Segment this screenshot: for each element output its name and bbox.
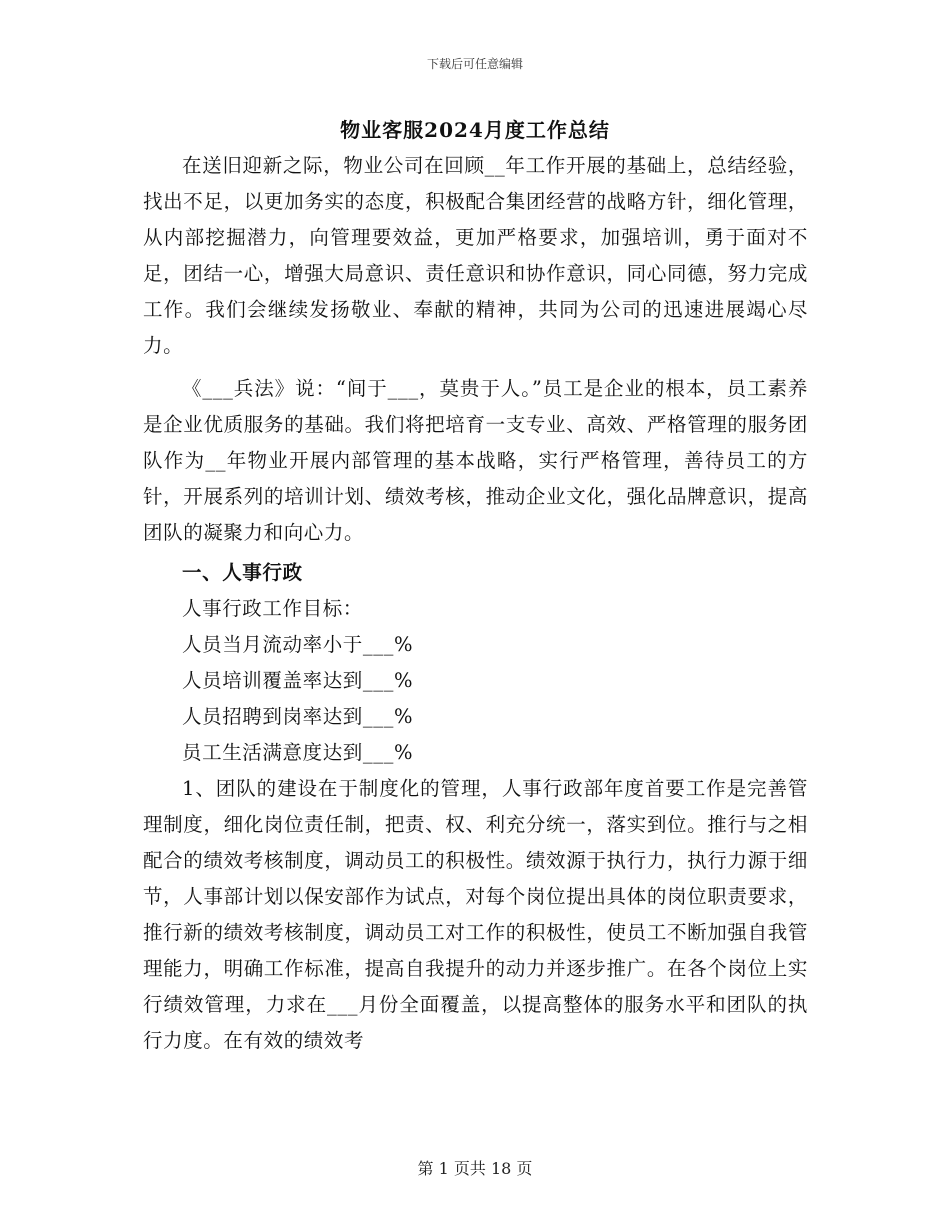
goal-item: 人员培训覆盖率达到___%	[182, 669, 414, 692]
document-title: 物业客服2024月度工作总结	[340, 118, 610, 142]
goal-item: 员工生活满意度达到___%	[182, 741, 414, 764]
document-body	[143, 148, 808, 1059]
section-heading: 一、人事行政	[182, 561, 303, 584]
goal-item: 人员当月流动率小于___%	[182, 633, 414, 656]
goal-item: 人员招聘到岗率达到___%	[182, 705, 414, 728]
paragraph-art-of-war: 《___兵法》说：“间于___，莫贵于人。”员工是企业的根本，员工素养是企业优质服务的基础。我们将把培育一支专业、高效、严格管理的服务团队作为__年物业开展内部管理的基本战略，实行严格管理，善待员工的方针，开展系列的培训计划、绩效考核，推动企业文化，强化品牌意识，提高团队的凝聚力和向心力。	[143, 377, 808, 544]
page-footer: 第 1 页共 18 页	[417, 1159, 533, 1178]
paragraph-team-building: 1、团队的建设在于制度化的管理，人事行政部年度首要工作是完善管理制度，细化岗位责任制，把责、权、利充分统一，落实到位。推行与之相配合的绩效考核制度，调动员工的积极性。绩效源于执行力，执行力源于细节，人事部计划以保安部作为试点，对每个岗位提出具体的岗位职责要求，推行新的绩效考核制度，调动员工对工作的积极性，使员工不断加强自我管理能力，明确工作标准，提高自我提升的动力并逐步推广。在各个岗位上实行绩效管理，力求在___月份全面覆盖，以提高整体的服务水平和团队的执行力度。在有效的绩效考	[143, 777, 808, 1052]
goal-title: 人事行政工作目标：	[182, 597, 363, 620]
paragraph-intro: 在送旧迎新之际，物业公司在回顾__年工作开展的基础上，总结经验，找出不足，以更加务实的态度，积极配合集团经营的战略方针，细化管理，从内部挖掘潜力，向管理要效益，更加严格要求，加强培训，勇于面对不足，团结一心，增强大局意识、责任意识和协作意识，同心同德，努力完成工作。我们会继续发扬敬业、奉献的精神，共同为公司的迅速进展竭心尽力。	[143, 154, 808, 357]
header-note: 下载后可任意编辑	[426, 57, 523, 71]
